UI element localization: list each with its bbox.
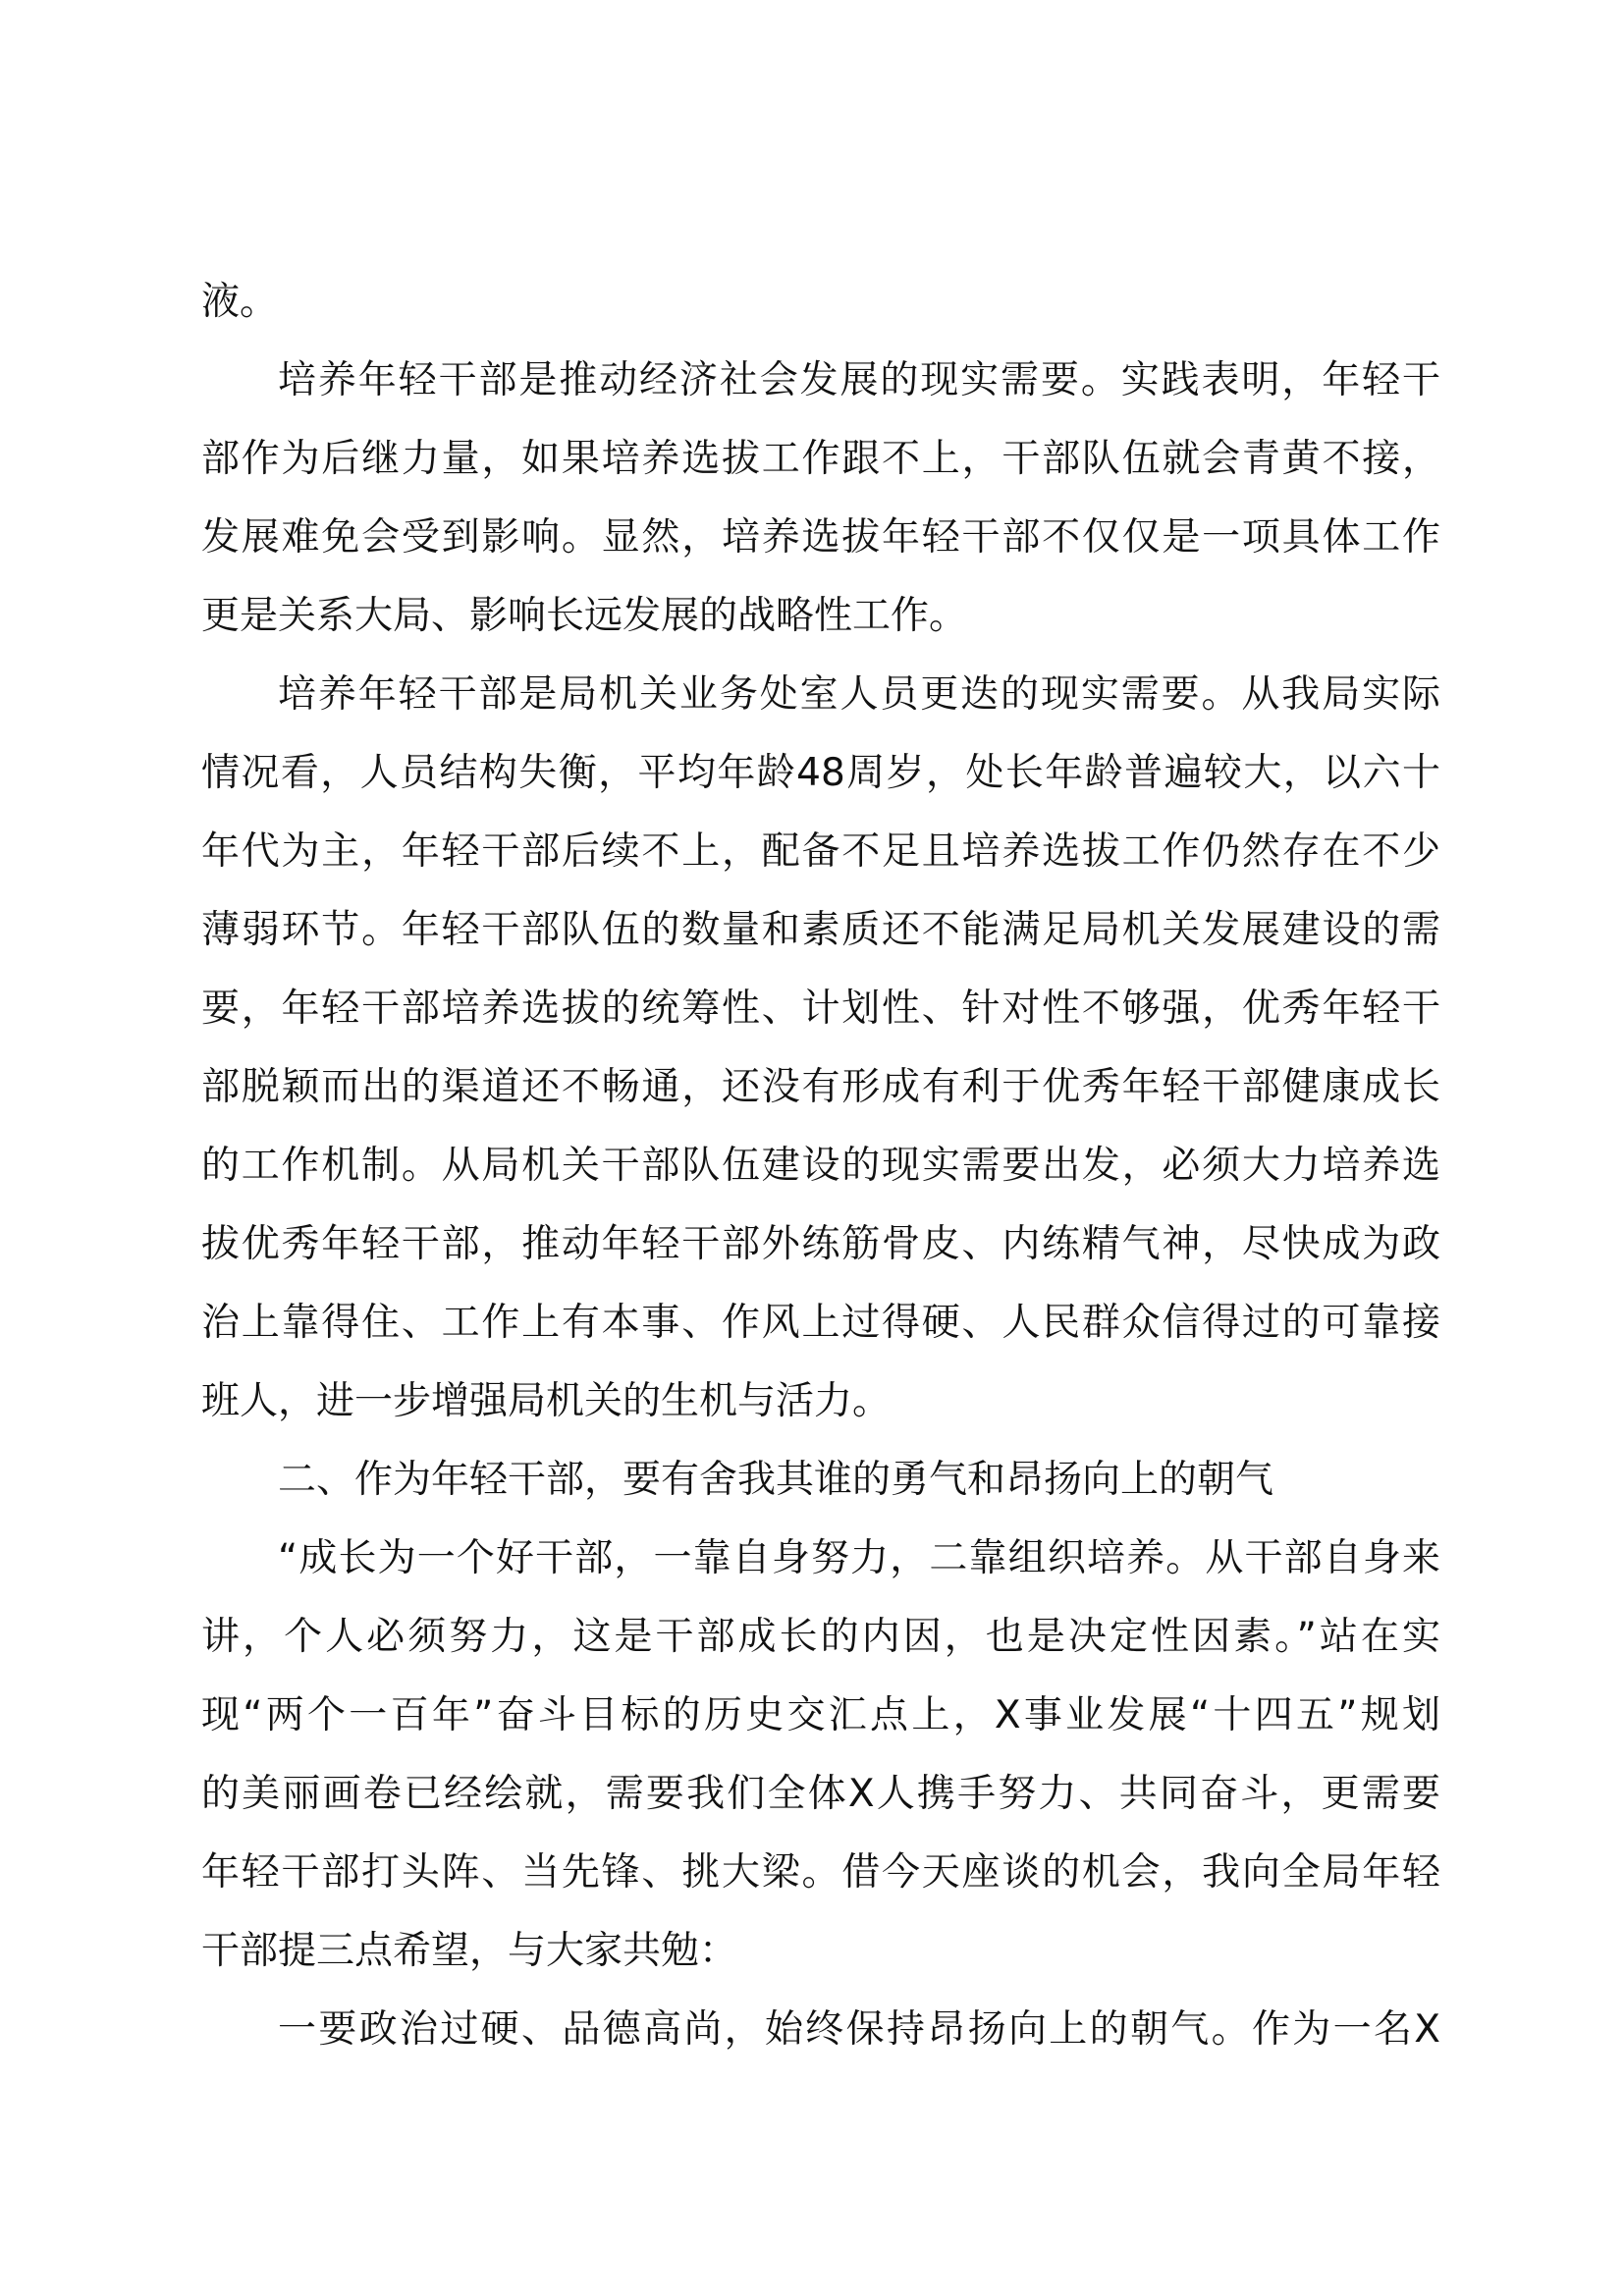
text-line: 部脱颖而出的渠道还不畅通，还没有形成有利于优秀年轻干部健康成长: [201, 1065, 1440, 1109]
text-line: 的美丽画卷已经绘就，需要我们全体X人携手努力、共同奋斗，更需要: [201, 1772, 1440, 1816]
text-line: 薄弱环节。年轻干部队伍的数量和素质还不能满足局机关发展建设的需: [201, 908, 1440, 952]
text-line: 班人，进一步增强局机关的生机与活力。: [201, 1379, 892, 1423]
text-line: 年代为主，年轻干部后续不上，配备不足且培养选拔工作仍然存在不少: [201, 829, 1440, 874]
text-line: 讲，个人必须努力，这是干部成长的内因，也是决定性因素。”站在实: [201, 1615, 1440, 1659]
text-line: 发展难免会受到影响。显然，培养选拔年轻干部不仅仅是一项具体工作: [201, 515, 1440, 560]
text-line: 要，年轻干部培养选拔的统筹性、计划性、针对性不够强，优秀年轻干: [201, 987, 1440, 1031]
text-line: 更是关系大局、影响长远发展的战略性工作。: [201, 594, 968, 638]
text-line: 现“两个一百年”奋斗目标的历史交汇点上，X事业发展“十四五”规划: [201, 1693, 1440, 1737]
text-line: 干部提三点希望，与大家共勉：: [201, 1929, 738, 1973]
text-line: 培养年轻干部是推动经济社会发展的现实需要。实践表明，年轻干: [278, 358, 1440, 402]
text-line: 拔优秀年轻干部，推动年轻干部外练筋骨皮、内练精气神，尽快成为政: [201, 1222, 1440, 1266]
text-line: 一要政治过硬、品德高尚，始终保持昂扬向上的朝气。作为一名X: [278, 2007, 1440, 2052]
text-line: “成长为一个好干部，一靠自身努力，二靠组织培养。从干部自身来: [278, 1536, 1440, 1580]
text-line: 培养年轻干部是局机关业务处室人员更迭的现实需要。从我局实际: [278, 672, 1440, 717]
text-line: 情况看，人员结构失衡，平均年龄48周岁，处长年龄普遍较大，以六十: [201, 751, 1440, 795]
section-heading: 二、作为年轻干部，要有舍我其谁的勇气和昂扬向上的朝气: [278, 1458, 1274, 1502]
text-line: 的工作机制。从局机关干部队伍建设的现实需要出发，必须大力培养选: [201, 1144, 1440, 1188]
text-line: 液。: [201, 280, 279, 324]
text-line: 部作为后继力量，如果培养选拔工作跟不上，干部队伍就会青黄不接，: [201, 437, 1440, 481]
text-line: 年轻干部打头阵、当先锋、挑大梁。借今天座谈的机会，我向全局年轻: [201, 1850, 1440, 1895]
document-body: [201, 263, 1440, 2069]
text-line: 治上靠得住、工作上有本事、作风上过得硬、人民群众信得过的可靠接: [201, 1301, 1440, 1345]
